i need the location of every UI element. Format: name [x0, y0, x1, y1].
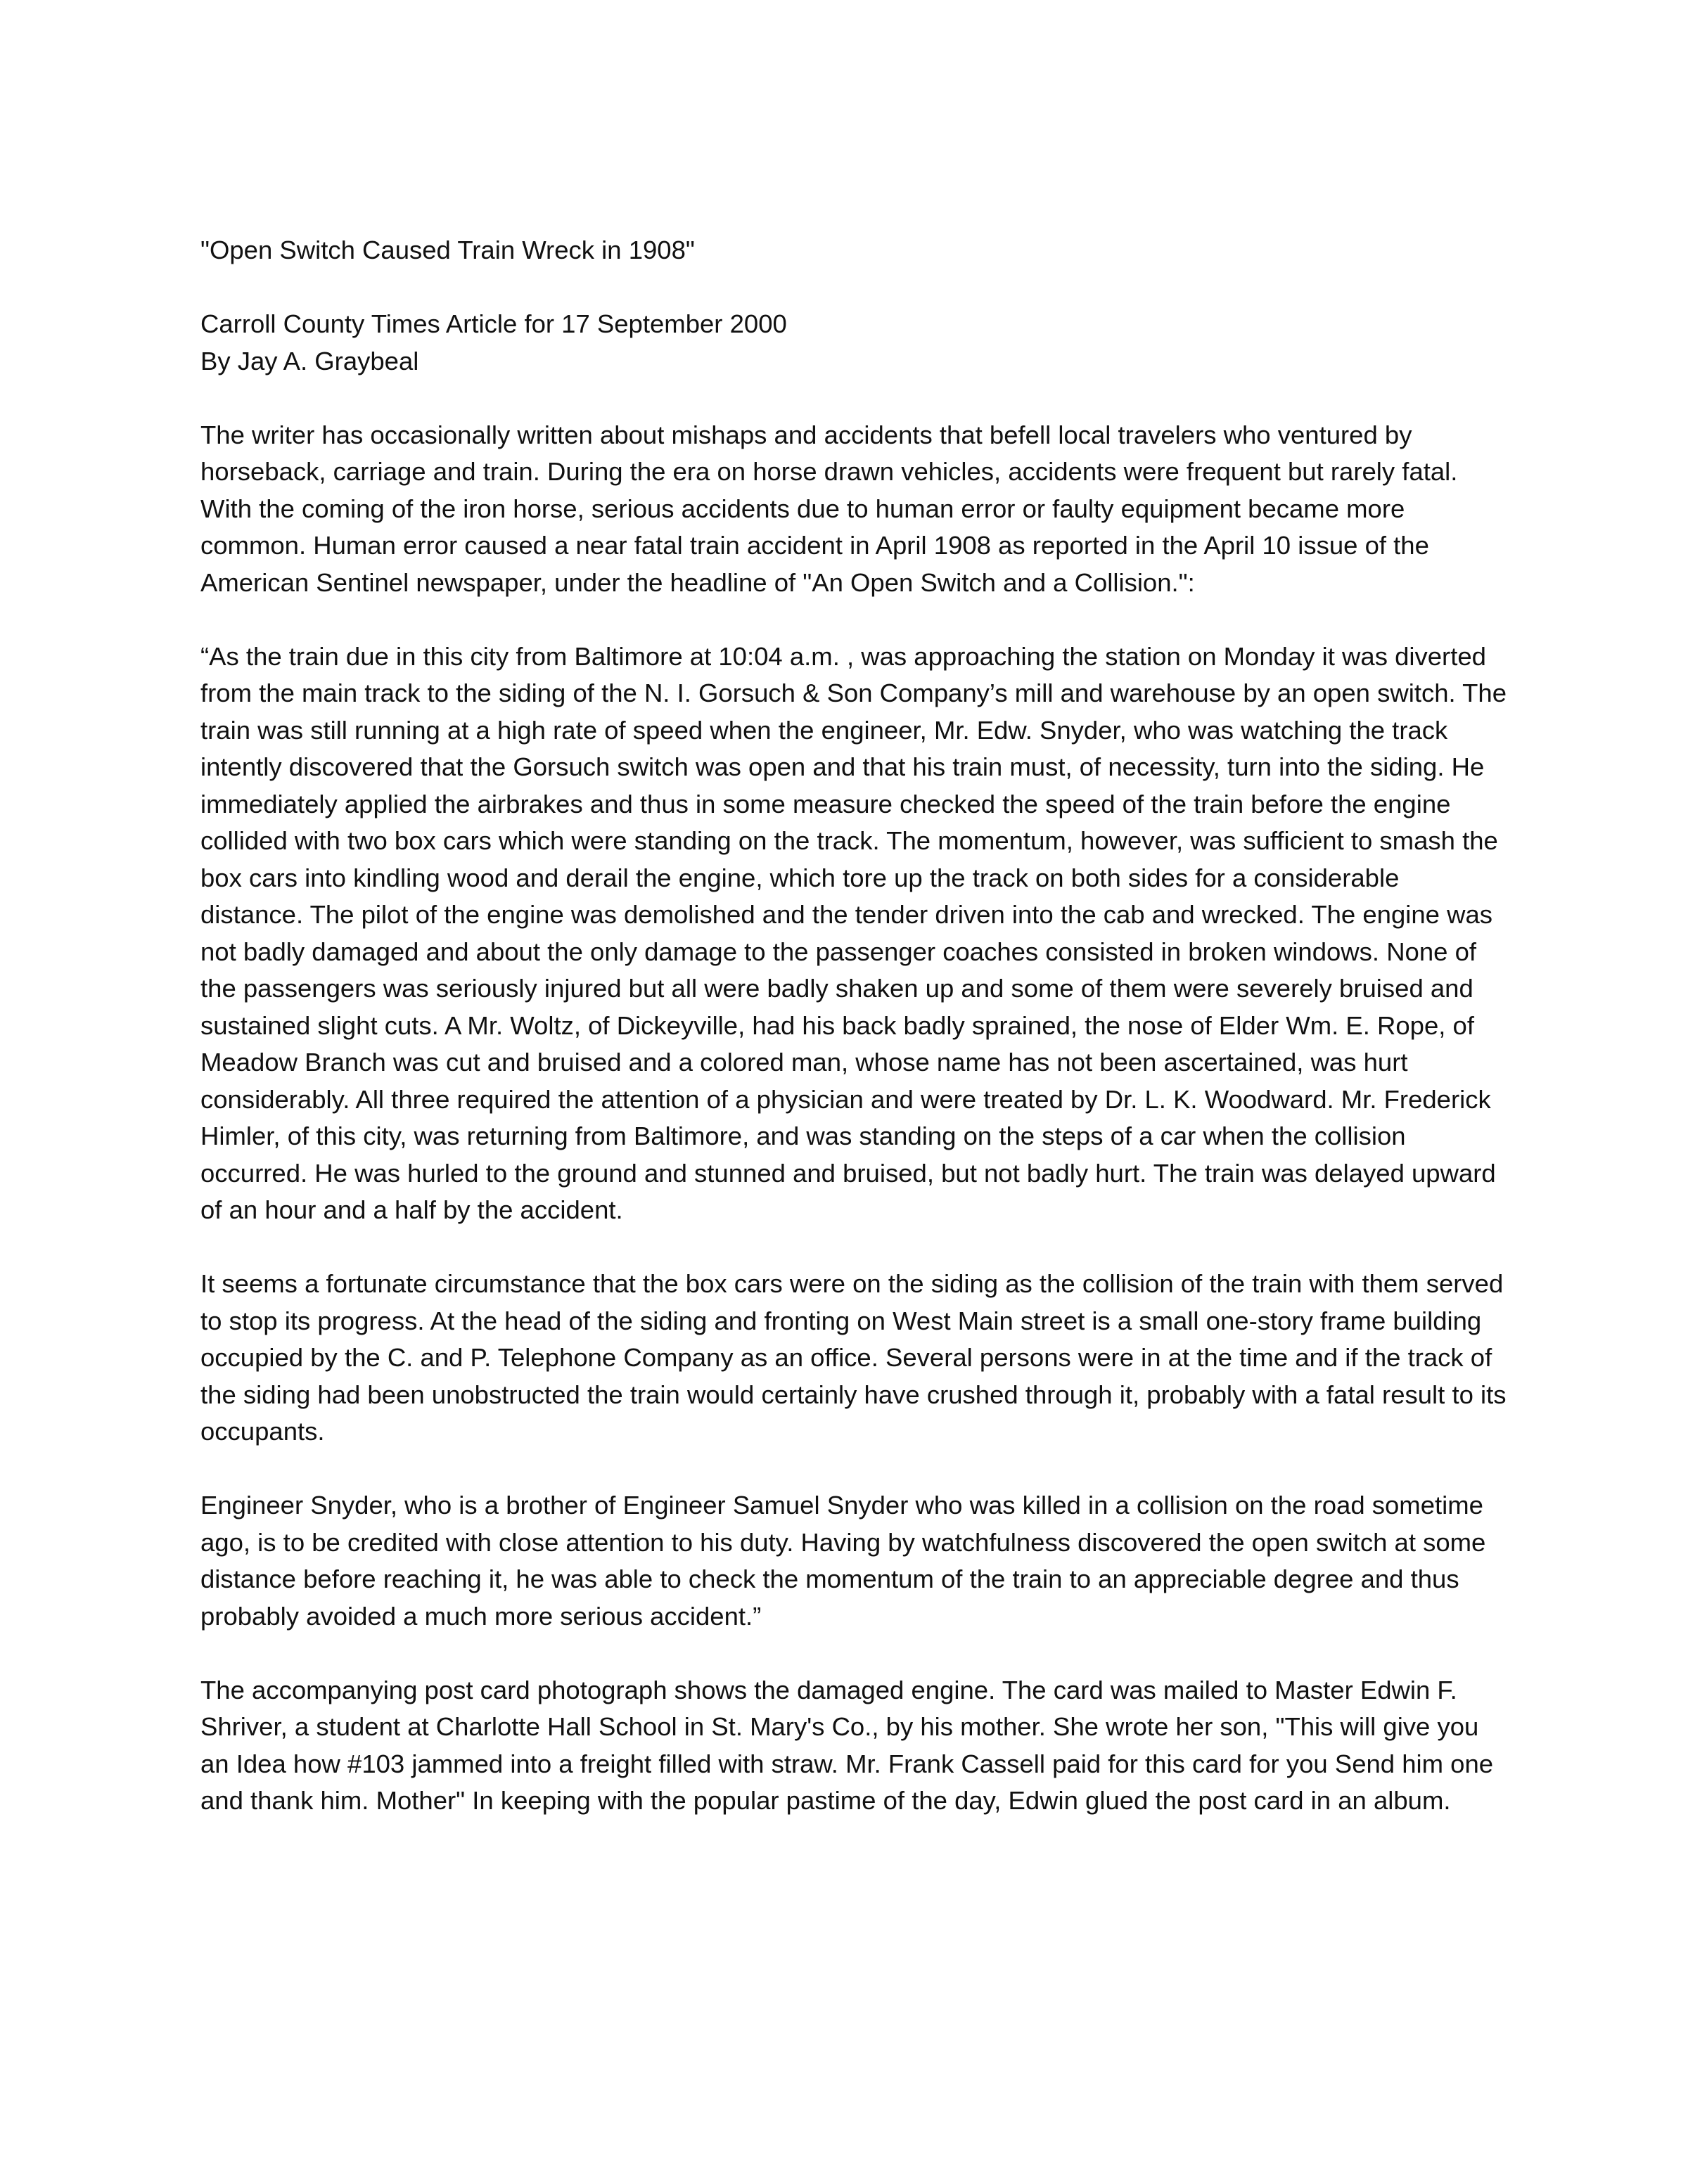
article-author: By Jay A. Graybeal: [200, 346, 419, 375]
article-title: "Open Switch Caused Train Wreck in 1908": [200, 236, 695, 264]
paragraph: Engineer Snyder, who is a brother of Engineer Samuel Snyder who was killed in a collision on the road sometime ago, is to be credited with close attention to his duty. Having by watchfulness discovered the open switch at some distance before reaching it, he was able to check the momentum of the train to an appreciable degree and thus probably avoided a much more serious accident.”: [200, 1491, 1486, 1631]
spacer: [200, 1635, 1509, 1672]
spacer: [200, 601, 1509, 638]
paragraph: “As the train due in this city from Baltimore at 10:04 a.m. , was approaching the station on Monday it was diverted from the main track to the siding of the N. I. Gorsuch & Son Company’s mill and warehouse by an open switch. The train was still running at a high rate of speed when the engineer, Mr. Edw. Snyder, who was watching the track intently discovered that the Gorsuch switch was open and that his train must, of necessity, turn into the siding. He immediately applied the airbrakes and thus in some measure checked the speed of the train before the engine collided with two box cars which were standing on the track. The momentum, however, was sufficient to smash the box cars into kindling wood and derail the engine, which tore up the track on both sides for a considerable distance. The pilot of the engine was demolished and the tender driven into the cab and wrecked. The engine was not badly damaged and about the only damage to the passenger coaches consisted in broken windows. None of the passengers was seriously injured but all were badly shaken up and some of them were severely bruised and sustained slight cuts. A Mr. Woltz, of Dickeyville, had his back badly sprained, the nose of Elder Wm. E. Rope, of Meadow Branch was cut and bruised and a colored man, whose name has not been ascertained, was hurt considerably. All three required the attention of a physician and were treated by Dr. L. K. Woodward. Mr. Frederick Himler, of this city, was returning from Baltimore, and was standing on the steps of a car when the collision occurred. He was hurled to the ground and stunned and bruised, but not badly hurt. The train was delayed upward of an hour and a half by the accident.: [200, 641, 1507, 1224]
spacer: [200, 1229, 1509, 1266]
spacer: [200, 269, 1509, 307]
paragraph: The accompanying post card photograph shows the damaged engine. The card was mailed to Master Edwin F. Shriver, a student at Charlotte Hall School in St. Mary's Co., by his mother. She wrote her son, "This will give you an Idea how #103 jammed into a freight filled with straw. Mr. Frank Cassell paid for this card for you Send him one and thank him. Mother" In keeping with the popular pastime of the day, Edwin glued the post card in an album.: [200, 1675, 1494, 1815]
paragraph: It seems a fortunate circumstance that the box cars were on the siding as the collision of the train with them served to stop its progress. At the head of the siding and fronting on West Main street is a small one-story frame building occupied by the C. and P. Telephone Company as an office. Several persons were in at the time and if the track of the siding had been unobstructed the train would certainly have crushed through it, probably with a fatal result to its occupants.: [200, 1269, 1507, 1446]
paragraph: The writer has occasionally written about mishaps and accidents that befell local travelers who ventured by horseback, carriage and train. During the era on horse drawn vehicles, accidents were frequent but rarely fatal. With the coming of the iron horse, serious accidents due to human error or faulty equipment became more common. Human error caused a near fatal train accident in April 1908 as reported in the April 10 issue of the American Sentinel newspaper, under the headline of "An Open Switch and a Collision.":: [200, 420, 1458, 597]
article-source: Carroll County Times Article for 17 September 2000: [200, 309, 787, 338]
spacer: [200, 380, 1509, 417]
spacer: [200, 1451, 1509, 1488]
document-page: [200, 232, 1509, 1820]
